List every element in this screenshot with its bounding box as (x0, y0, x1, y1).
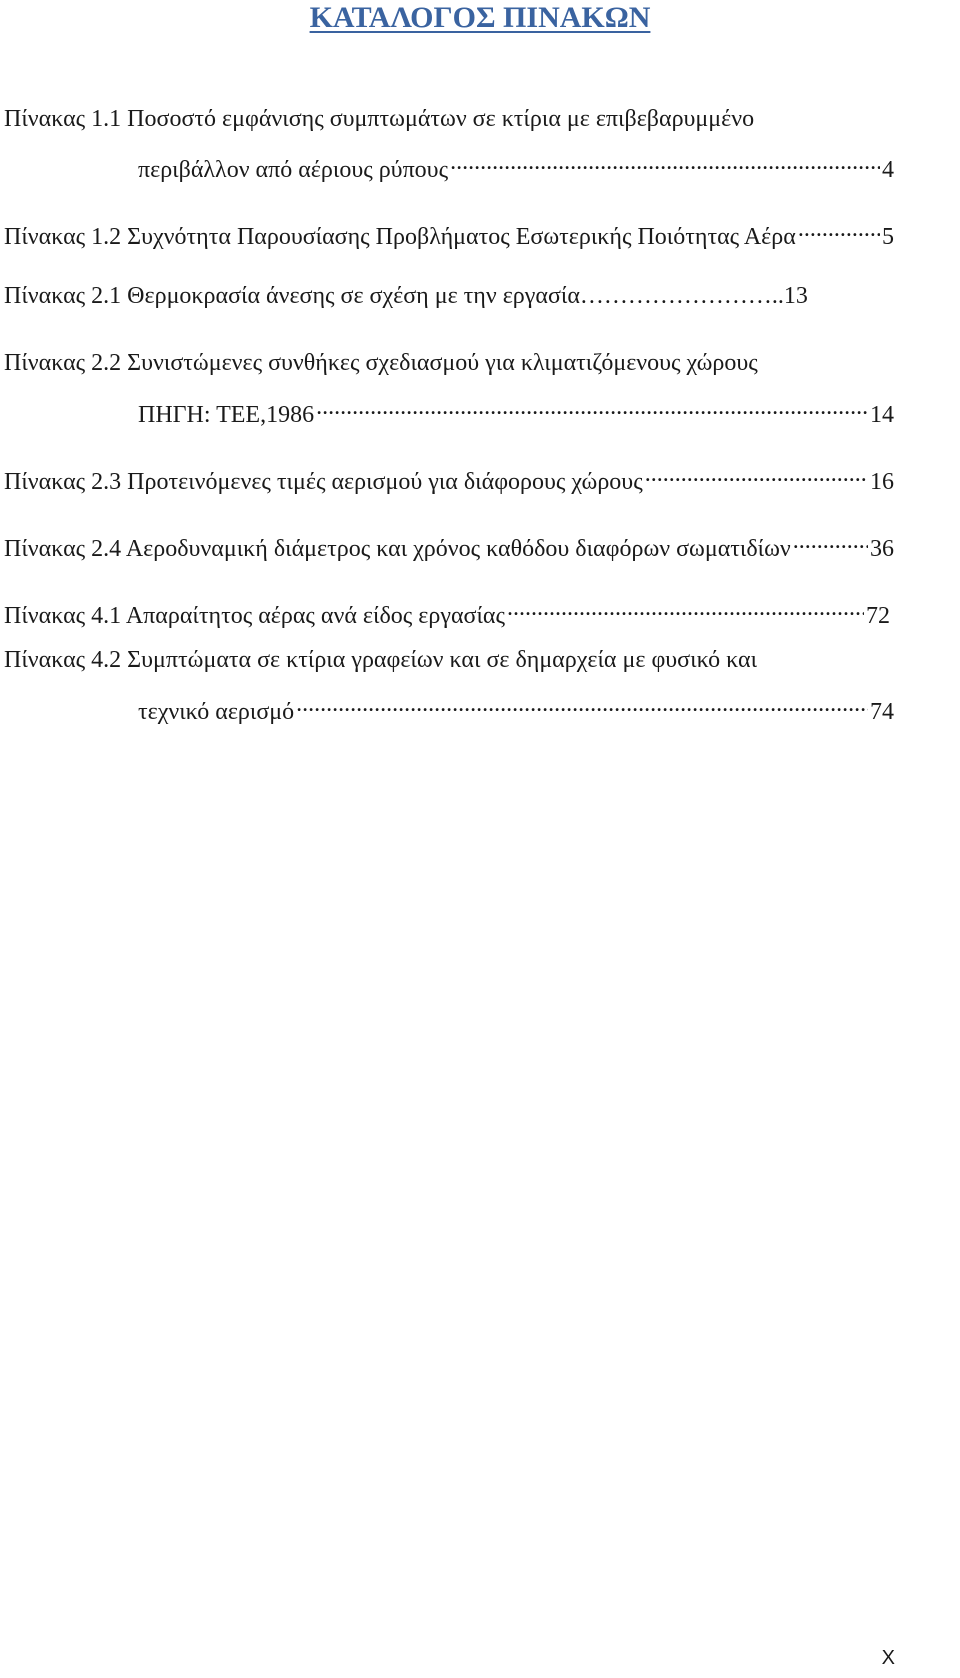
toc-entry-text: Πίνακας 2.4 Αεροδυναμική διάμετρος και χρόνος καθόδου διαφόρων σωματιδίων (4, 536, 791, 562)
dot-leader (793, 526, 868, 556)
toc-page-number: 5 (882, 224, 894, 250)
toc-entry-1-1-line1: Πίνακας 1.1 Ποσοστό εμφάνισης συμπτωμάτων σε κτίρια με επιβεβαρυμμένο (4, 106, 755, 132)
page-number-footer: X (881, 1647, 895, 1669)
dot-leader (507, 593, 864, 623)
toc-entry-text: Πίνακας 1.2 Συχνότητα Παρουσίασης Προβλήματος Εσωτερικής Ποιότητας Αέρα (4, 224, 796, 250)
dot-leader (798, 214, 880, 244)
toc-entry-4-2-line1: Πίνακας 4.2 Συμπτώματα σε κτίρια γραφείων και σε δημαρχεία με φυσικό και (4, 647, 758, 673)
toc-page-number: 36 (870, 536, 894, 562)
toc-entry-2-1: Πίνακας 2.1 Θερμοκρασία άνεσης σε σχέση με την εργασία……………………..13 (4, 283, 808, 309)
toc-entry-1-2 (4, 214, 894, 252)
toc-page-number: 14 (870, 402, 894, 428)
dot-leader (645, 459, 868, 489)
toc-entry-text: περιβάλλον από αέριους ρύπους (138, 157, 449, 183)
toc-page-number: 16 (870, 469, 894, 495)
toc-entry-4-2-line2 (138, 689, 894, 727)
toc-entry-2-4 (4, 526, 894, 564)
toc-entry-2-3 (4, 459, 894, 497)
dot-leader (296, 689, 868, 719)
toc-entry-text: τεχνικό αερισμό (138, 699, 295, 725)
toc-entry-2-2-line2 (138, 392, 894, 430)
toc-entry-4-1 (4, 593, 890, 631)
toc-page-number: 4 (882, 157, 894, 183)
toc-entry-text: Πίνακας 4.1 Απαραίτητος αέρας ανά είδος εργασίας (4, 603, 505, 629)
page-title: ΚΑΤΑΛΟΓΟΣ ΠΙΝΑΚΩΝ (309, 1, 651, 34)
toc-entry-text: Πίνακας 2.3 Προτεινόμενες τιμές αερισμού για διάφορους χώρους (4, 469, 643, 495)
dot-leader (450, 147, 880, 177)
toc-page-number: 74 (870, 699, 894, 725)
toc-entry-2-2-line1: Πίνακας 2.2 Συνιστώμενες συνθήκες σχεδιασμού για κλιματιζόμενους χώρους (4, 350, 758, 376)
toc-entry-1-1-line2 (138, 147, 894, 185)
toc-page-number: 72 (866, 603, 890, 629)
toc-entry-text: ΠΗΓΗ: ΤΕΕ,1986 (138, 402, 315, 428)
dot-leader (316, 392, 868, 422)
